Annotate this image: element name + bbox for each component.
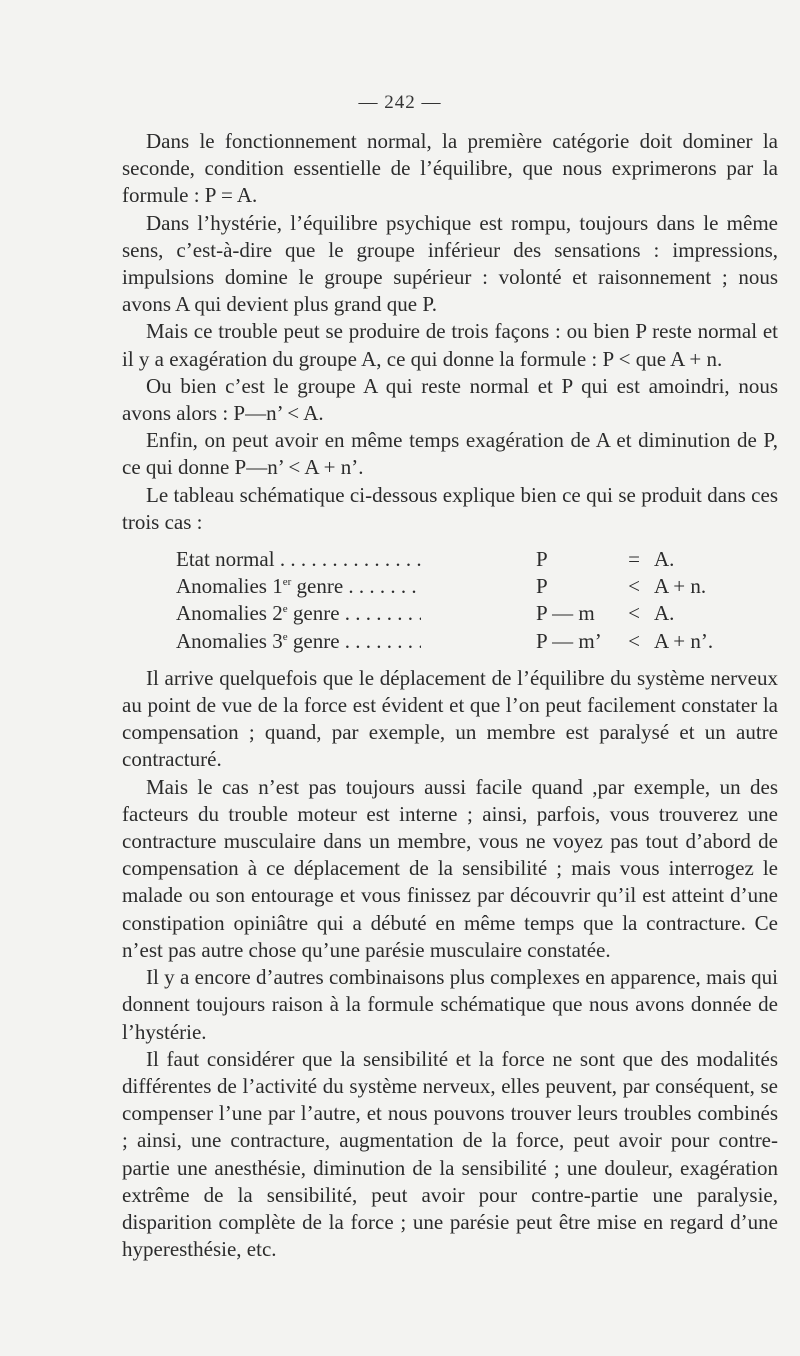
paragraph: Il faut considérer que la sensibilité et la force ne sont que des modalités différentes de l’activité du système nerveux, elles peuvent, par conséquent, se compenser l’une par l’autre, et nous pouvons trouver leurs troubles combinés ; ainsi, une contracture, augmentation de la force, peut avoir pour contre-partie une anesthésie, diminution de la sensibilité ; une douleur, exagération extrême de la sensibilité, peut avoir pour contre-partie une paralysie, disparition complète de la force ; une parésie peut être mise en regard d’une hyperesthésie, etc. <box>122 1046 778 1262</box>
row-label: Anomalies 1er genre . . . <box>176 573 421 600</box>
paragraph: Ou bien c’est le groupe A qui reste normal et P qui est amoindri, nous avons alors : P—n’ < A. <box>122 373 778 426</box>
formula-operator: < <box>628 574 640 599</box>
table-row <box>176 573 766 600</box>
row-label: Anomalies 2e genre . . . <box>176 600 421 627</box>
paragraph: Enfin, on peut avoir en même temps exagération de A et diminution de P, ce qui donne P—n’ < A + n’. <box>122 428 778 480</box>
row-label: Etat normal . . . <box>176 546 421 573</box>
paragraph: Il y a encore d’autres combinaisons plus complexes en apparence, mais qui donnent toujours raison à la formule schématique que nous avons donnée de l’hystérie. <box>122 965 778 1044</box>
paragraph: Mais le cas n’est pas toujours aussi facile quand ,par exemple, un des facteurs du trouble moteur est interne ; ainsi, parfois, vous trouverez une contracture musculaire dans un membre, vous ne voyez pas tout d’abord de compensation à ce déplacement de la sensibilité ; mais vous interrogez le malade ou son entourage et vous finissez par découvrir qu’il est atteint d’une constipation opiniâtre qui a débuté en même temps que la contracture. Ce n’est pas autre chose qu’une parésie musculaire constatée. <box>122 774 778 962</box>
formula-right: A. <box>654 547 675 572</box>
table-row <box>176 628 766 655</box>
formula-left: P — m’ <box>536 628 602 653</box>
formula-operator: = <box>628 547 640 572</box>
formula-operator: < <box>628 601 640 626</box>
formula-right: A + n’. <box>654 628 714 653</box>
formula-right: A. <box>654 601 675 626</box>
row-label: Anomalies 3e genre . . . <box>176 628 421 655</box>
paragraph: Mais ce trouble peut se produire de trois façons : ou bien P reste normal et il y a exagération du groupe A, ce qui donne la formule : P < que A + n. <box>122 319 778 371</box>
table-row <box>176 600 766 627</box>
formula-left: P <box>536 574 548 599</box>
formula-right: A + n. <box>654 574 707 599</box>
formula-left: P <box>536 547 548 572</box>
paragraph: Le tableau schématique ci-dessous explique bien ce qui se produit dans ces trois cas : <box>122 482 778 534</box>
body-text <box>122 128 778 1263</box>
page-number: — 242 — <box>358 92 442 113</box>
paragraph: Dans le fonctionnement normal, la première catégorie doit dominer la seconde, condition essentielle de l’équilibre, que nous exprimerons par la formule : P = A. <box>122 129 778 208</box>
formula-operator: < <box>628 628 640 653</box>
paragraph: Il arrive quelquefois que le déplacement de l’équilibre du système nerveux au point de vue de la force est évident et que l’on peut facilement constater la compensation ; quand, par exemple, un membre est paralysé et un autre contracturé. <box>122 665 778 772</box>
table-row <box>176 546 766 573</box>
paragraph: Dans l’hystérie, l’équilibre psychique est rompu, toujours dans le même sens, c’est-à-dire que le groupe inférieur des sensations : impressions, impulsions domine le groupe supérieur : volonté et raisonnement ; nous avons A qui devient plus grand que P. <box>122 210 778 317</box>
schematic-table <box>176 546 766 655</box>
formula-left: P — m <box>536 601 595 626</box>
